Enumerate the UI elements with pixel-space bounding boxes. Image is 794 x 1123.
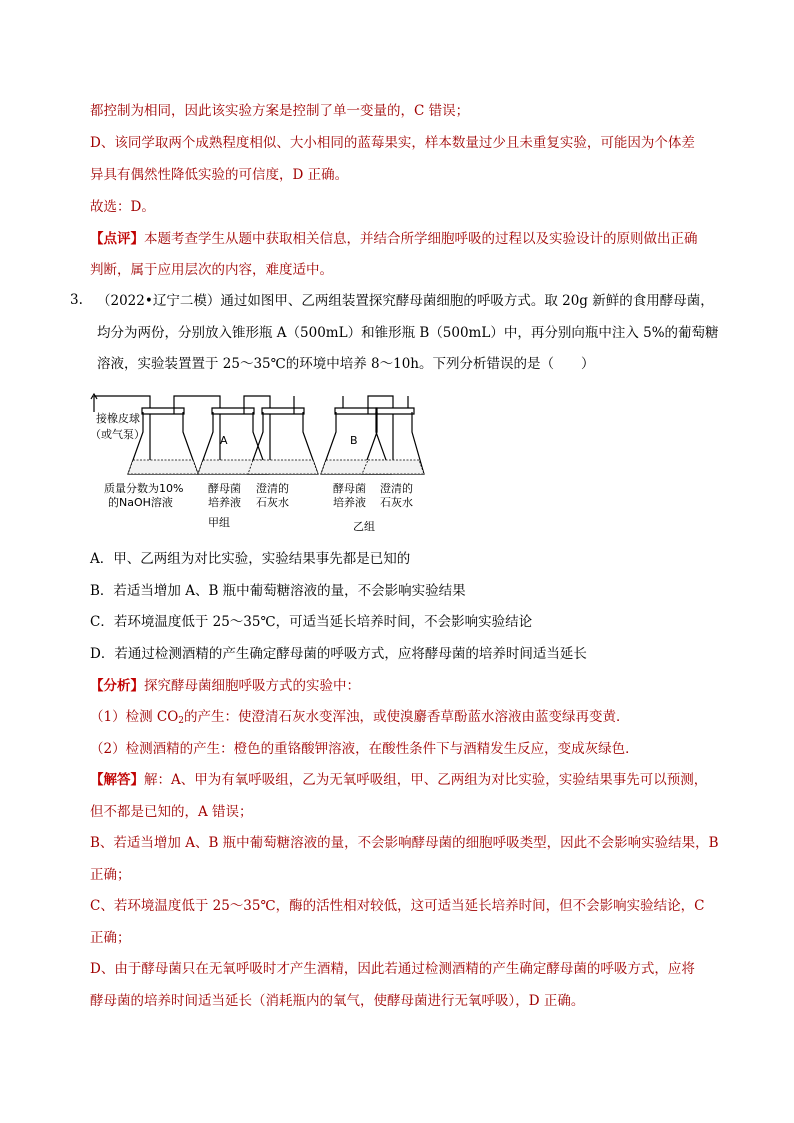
limewater-label: 澄清的: [380, 482, 413, 495]
analysis-point-2: （2）检测酒精的产生：橙色的重铬酸钾溶液，在酸性条件下与酒精发生反应，变成灰绿色．: [90, 741, 639, 757]
group-jia-label: 甲组: [208, 516, 230, 529]
limewater-label: 石灰水: [256, 496, 289, 509]
option-c: C．若环境温度低于 25～35℃，可适当延长培养时间，不会影响实验结论: [90, 614, 533, 630]
text-line: D、该同学取两个成熟程度相似、大小相同的蓝莓果实，样本数量过少且未重复实验，可能因为个体差: [90, 135, 695, 151]
review-text: 本题考查学生从题中获取相关信息，并结合所学细胞呼吸的过程以及实验设计的原则做出正确: [144, 231, 698, 247]
question-stem: 均分为两份，分别放入锥形瓶 A（500mL）和锥形瓶 B（500mL）中，再分别向瓶中注入 5%的葡萄糖: [97, 325, 719, 341]
analysis-line: [90, 677, 360, 695]
review-line: [90, 230, 698, 248]
pump-label: 接橡皮球: [96, 412, 140, 425]
option-b: B．若适当增加 A、B 瓶中葡萄糖溶液的量，不会影响实验结果: [90, 583, 466, 599]
answer-line: 酵母菌的培养时间适当延长（消耗瓶内的氧气，使酵母菌进行无氧呼吸），D 正确。: [90, 993, 585, 1009]
analysis-tag: 【分析】: [90, 678, 144, 694]
naoh-label: 质量分数为10%: [104, 482, 184, 495]
analysis-intro: 探究酵母菌细胞呼吸方式的实验中：: [144, 678, 360, 694]
answer-line: 但不都是已知的，A 错误；: [90, 804, 253, 820]
text-line: 异具有偶然性降低实验的可信度，D 正确。: [90, 167, 349, 183]
text-line: 判断，属于应用层次的内容，难度适中。: [90, 262, 333, 278]
question-stem: 溶液，实验装置置于 25～35℃的环境中培养 8～10h。下列分析错误的是（ ）: [97, 356, 595, 372]
answer-line: [90, 771, 707, 789]
yeast-label: 酵母菌: [333, 482, 366, 495]
subscript: 2: [178, 716, 185, 726]
analysis-text: 的产生：使澄清石灰水变浑浊，或使溴麝香草酚蓝水溶液由蓝变绿再变黄．: [184, 709, 630, 725]
answer-line: 正确；: [90, 867, 131, 883]
experiment-diagram: [88, 388, 433, 538]
yeast-label: 培养液: [333, 496, 366, 509]
answer-line: C、若环境温度低于 25～35℃，酶的活性相对较低，这可适当延长培养时间，但不会影响实验结论，C: [90, 898, 705, 914]
flask-a-label: A: [220, 434, 228, 447]
option-a: A．甲、乙两组为对比实验，实验结果事先都是已知的: [90, 551, 411, 567]
analysis-point-1: [90, 708, 630, 730]
answer-text: 解：A、甲为有氧呼吸组，乙为无氧呼吸组，甲、乙两组为对比实验，实验结果事先可以预测，: [144, 772, 708, 788]
text-line: 故选：D。: [90, 199, 155, 215]
question-stem: （2022•辽宁二模）通过如图甲、乙两组装置探究酵母菌细胞的呼吸方式。取 20g 新鲜的食用酵母菌，: [97, 293, 714, 309]
limewater-label: 石灰水: [380, 496, 413, 509]
flask-b-label: B: [350, 434, 358, 447]
answer-tag: 【解答】: [90, 772, 144, 788]
answer-line: 正确；: [90, 930, 131, 946]
yeast-label: 酵母菌: [208, 482, 241, 495]
yeast-label: 培养液: [208, 496, 241, 509]
answer-line: D、由于酵母菌只在无氧呼吸时才产生酒精，因此若通过检测酒精的产生确定酵母菌的呼吸方式，应将: [90, 961, 695, 977]
group-yi-label: 乙组: [353, 520, 375, 533]
pump-label: （或气泵）: [90, 428, 145, 441]
answer-line: B、若适当增加 A、B 瓶中葡萄糖溶液的量，不会影响酵母菌的细胞呼吸类型，因此不会影响实验结果，B: [90, 835, 719, 851]
option-d: D．若通过检测酒精的产生确定酵母菌的呼吸方式，应将酵母菌的培养时间适当延长: [90, 646, 587, 662]
naoh-label: 的NaOH溶液: [108, 496, 173, 509]
limewater-label: 澄清的: [256, 482, 289, 495]
question-number: 3.: [70, 292, 83, 308]
text-line: 都控制为相同，因此该实验方案是控制了单一变量的，C 错误；: [90, 103, 470, 119]
analysis-text: （1）检测 CO: [90, 709, 179, 725]
review-tag: 【点评】: [90, 231, 144, 247]
